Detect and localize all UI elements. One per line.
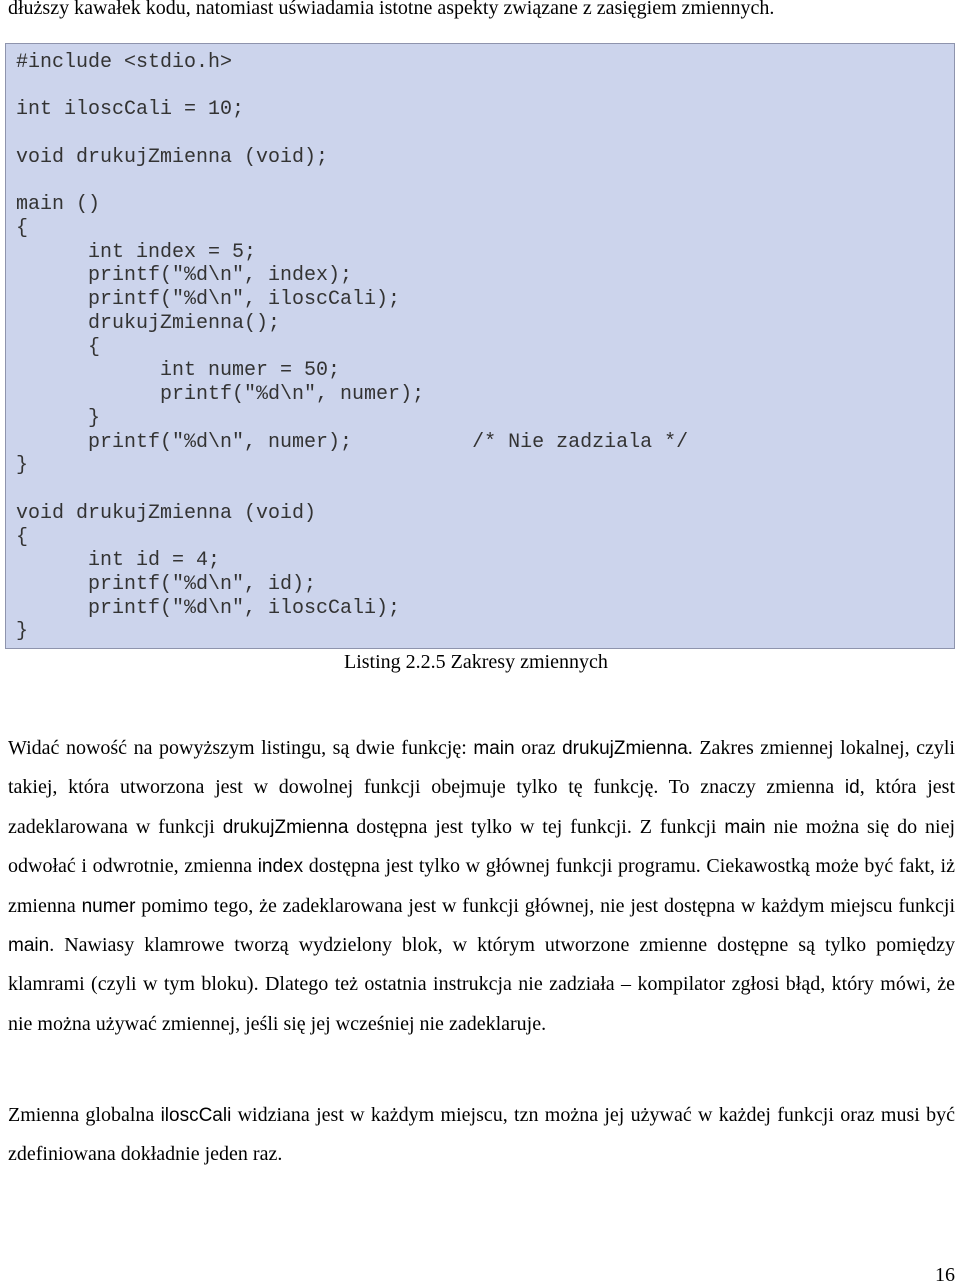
code-line: } bbox=[16, 407, 101, 430]
code-keyword: index bbox=[257, 856, 304, 878]
code-keyword: main bbox=[8, 935, 50, 957]
code-keyword: main bbox=[473, 738, 515, 759]
code-keyword: id bbox=[844, 777, 860, 799]
code-line: main () bbox=[16, 193, 101, 216]
code-line: printf("%d\n", numer); bbox=[16, 383, 425, 406]
code-line: void drukujZmienna (void); bbox=[16, 146, 329, 169]
code-line: void drukujZmienna (void) bbox=[16, 502, 317, 525]
top-text-line: dłuższy kawałek kodu, natomiast uświadamia istotne aspekty związane z zasięgiem zmiennych. bbox=[8, 0, 775, 19]
code-line: int iloscCali = 10; bbox=[16, 98, 245, 121]
code-line: { bbox=[16, 336, 101, 359]
code-line: int index = 5; bbox=[16, 241, 257, 264]
text-run: nie można się do niej odwołać i odwrotnie, zmienna bbox=[8, 815, 956, 878]
code-line: #include <stdio.h> bbox=[16, 51, 233, 74]
text-run: dostępna jest tylko w głównej funkcji programu. Ciekawostką może być fakt, iż zmienna bbox=[8, 855, 955, 917]
code-keyword: numer bbox=[81, 895, 136, 917]
text-run: Zmienna globalna bbox=[8, 1104, 161, 1126]
code-keyword: iloscCali bbox=[160, 1105, 232, 1126]
code-line: { bbox=[16, 526, 29, 549]
text-run: oraz bbox=[514, 737, 563, 759]
code-line: } bbox=[16, 454, 29, 477]
text-run: widziana jest w każdym miejscu, tzn można jej używać w każdej funkcji oraz musi być zdefiniowana dokładnie jeden raz. bbox=[8, 1104, 956, 1166]
code-line: int numer = 50; bbox=[16, 359, 341, 382]
code-line: printf("%d\n", id); bbox=[16, 573, 317, 596]
body-paragraph bbox=[8, 729, 955, 1044]
code-line: int id = 4; bbox=[16, 549, 221, 572]
page-number: 16 bbox=[935, 1264, 955, 1286]
code-line: printf("%d\n", iloscCali); bbox=[16, 288, 401, 311]
code-keyword: main bbox=[724, 816, 766, 838]
code-listing-box bbox=[5, 43, 955, 649]
text-run: Widać nowość na powyższym listingu, są dwie funkcję: bbox=[8, 737, 474, 759]
code-line: { bbox=[16, 217, 29, 240]
code-line: printf("%d\n", numer); /* Nie zadziala */ bbox=[16, 431, 689, 454]
text-run: , która jest zadeklarowana w funkcji bbox=[8, 776, 955, 838]
listing-caption: Listing 2.2.5 Zakresy zmiennych bbox=[344, 651, 608, 673]
body-paragraph bbox=[8, 1096, 955, 1175]
code-line: drukujZmienna(); bbox=[16, 312, 281, 335]
text-run: . Zakres zmiennej lokalnej, czyli takiej, która utworzona jest w dowolnej funkcji obejmuje tylko tę funkcję. To znaczy zmienna bbox=[8, 737, 955, 799]
code-line: printf("%d\n", index); bbox=[16, 264, 353, 287]
code-keyword: drukujZmienna bbox=[562, 738, 688, 759]
code-keyword: drukujZmienna bbox=[222, 816, 349, 838]
code-line: printf("%d\n", iloscCali); bbox=[16, 597, 401, 620]
text-run: dostępna jest tylko w tej funkcji. Z funkcji bbox=[348, 815, 725, 838]
text-run: . Nawiasy klamrowe tworzą wydzielony blok, w którym utworzone zmienne dostępne są tylko pomiędzy klamrami (czyli w tym bloku). Dlatego też ostatnia instrukcja nie zadziała – kompilator zgłosi błąd, który mówi, że nie można używać zmiennej, jeśli się jej wcześniej nie zadeklaruje. bbox=[8, 934, 955, 1035]
code-line: } bbox=[16, 620, 29, 643]
text-run: pomimo tego, że zadeklarowana jest w funkcji głównej, nie jest dostępna w każdym miejscu funkcji bbox=[135, 894, 955, 917]
